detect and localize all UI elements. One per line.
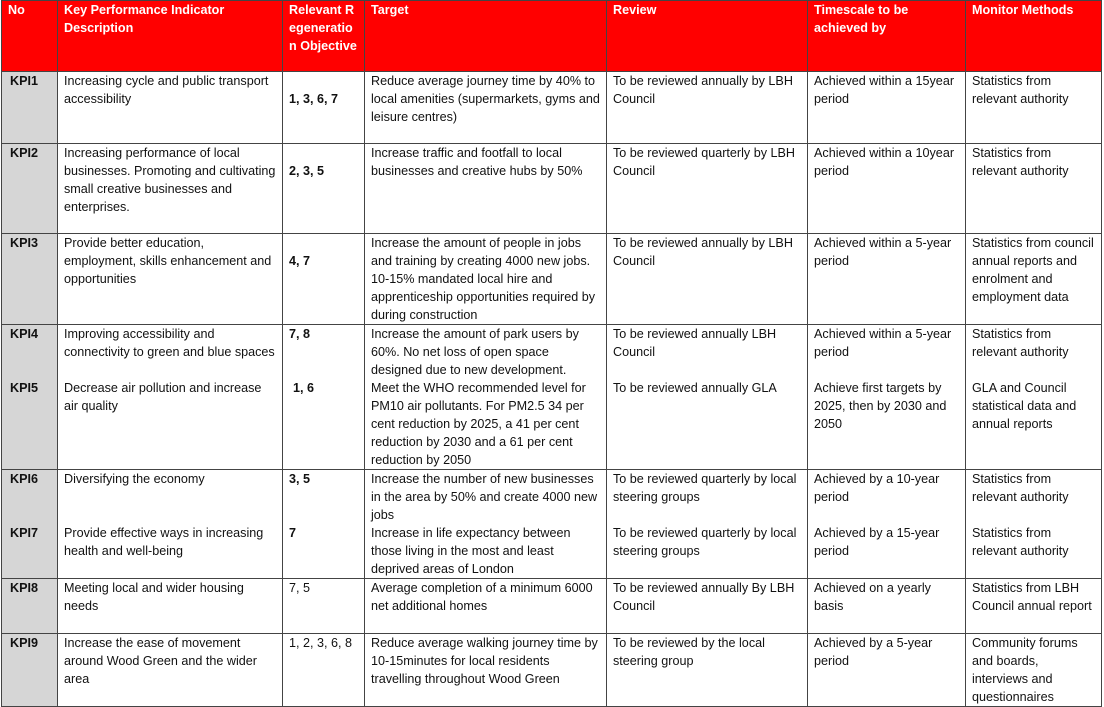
kpi-review: To be reviewed annually By LBH Council	[607, 579, 808, 634]
header-kpi-description: Key Performance Indicator Description	[58, 1, 283, 72]
kpi-description: Increase the ease of movement around Wood Green and the wider area	[58, 634, 283, 707]
table-row	[2, 234, 1102, 325]
kpi-target: Reduce average journey time by 40% to local amenities (supermarkets, gyms and leisure centres)	[365, 72, 607, 144]
kpi-number: KPI4 KPI5	[2, 325, 58, 470]
kpi-description: Increasing cycle and public transport accessibility	[58, 72, 283, 144]
kpi-review: To be reviewed quarterly by local steering groups To be reviewed quarterly by local steering groups	[607, 470, 808, 579]
kpi-monitor: Statistics from relevant authority Statistics from relevant authority	[966, 470, 1102, 579]
kpi-objective: 7, 5	[283, 579, 365, 634]
kpi-number: KPI1	[2, 72, 58, 144]
kpi-review: To be reviewed annually by LBH Council	[607, 72, 808, 144]
kpi-target: Increase traffic and footfall to local businesses and creative hubs by 50%	[365, 144, 607, 234]
kpi-description: Improving accessibility and connectivity to green and blue spaces Decrease air pollution and increase air quality	[58, 325, 283, 470]
kpi-monitor: Statistics from relevant authority GLA and Council statistical data and annual reports	[966, 325, 1102, 470]
kpi-review: To be reviewed quarterly by LBH Council	[607, 144, 808, 234]
kpi-timescale: Achieved by a 10-year period Achieved by a 15-year period	[808, 470, 966, 579]
kpi-monitor: Statistics from relevant authority	[966, 144, 1102, 234]
kpi-number: KPI6 KPI7	[2, 470, 58, 579]
header-review: Review	[607, 1, 808, 72]
kpi-target: Average completion of a minimum 6000 net additional homes	[365, 579, 607, 634]
kpi-number: KPI8	[2, 579, 58, 634]
kpi-description: Diversifying the economy Provide effective ways in increasing health and well-being	[58, 470, 283, 579]
kpi-number: KPI2	[2, 144, 58, 234]
kpi-timescale: Achieved within a 5-year period	[808, 234, 966, 325]
header-row	[2, 1, 1102, 72]
table-row	[2, 634, 1102, 707]
kpi-objective: 1, 2, 3, 6, 8	[283, 634, 365, 707]
kpi-objective: 7, 8 1, 6	[283, 325, 365, 470]
kpi-target: Increase the number of new businesses in the area by 50% and create 4000 new jobs Increase in life expectancy between those living in the most and least deprived areas of London	[365, 470, 607, 579]
kpi-description: Meeting local and wider housing needs	[58, 579, 283, 634]
kpi-objective: 3, 5 7	[283, 470, 365, 579]
kpi-monitor: Statistics from relevant authority	[966, 72, 1102, 144]
kpi-target: Increase the amount of park users by 60%. No net loss of open space designed due to new development. Meet the WHO recommended level for PM10 air pollutants. For PM2.5 34 per cent reduction by 2025, a 41 per cent reduction by 2030 and a 61 per cent reduction by 2050	[365, 325, 607, 470]
header-objective: Relevant Regeneration Objective	[283, 1, 365, 72]
table-row	[2, 325, 1102, 470]
kpi-objective: 4, 7	[283, 234, 365, 325]
kpi-timescale: Achieved within a 10year period	[808, 144, 966, 234]
kpi-objective: 2, 3, 5	[283, 144, 365, 234]
table-row	[2, 144, 1102, 234]
header-target: Target	[365, 1, 607, 72]
header-monitor-methods: Monitor Methods	[966, 1, 1102, 72]
header-timescale: Timescale to be achieved by	[808, 1, 966, 72]
kpi-timescale: Achieved within a 15year period	[808, 72, 966, 144]
header-no: No	[2, 1, 58, 72]
kpi-description: Provide better education, employment, skills enhancement and opportunities	[58, 234, 283, 325]
table-row	[2, 470, 1102, 579]
kpi-table	[1, 0, 1102, 707]
kpi-timescale: Achieved by a 5-year period	[808, 634, 966, 707]
kpi-review: To be reviewed annually LBH Council To be reviewed annually GLA	[607, 325, 808, 470]
table-row	[2, 579, 1102, 634]
kpi-number: KPI3	[2, 234, 58, 325]
kpi-review: To be reviewed by the local steering group	[607, 634, 808, 707]
kpi-monitor: Statistics from LBH Council annual report	[966, 579, 1102, 634]
kpi-objective: 1, 3, 6, 7	[283, 72, 365, 144]
kpi-target: Increase the amount of people in jobs and training by creating 4000 new jobs. 10-15% mandated local hire and apprenticeship opportunities required by during construction	[365, 234, 607, 325]
kpi-target: Reduce average walking journey time by 10-15minutes for local residents travelling throughout Wood Green	[365, 634, 607, 707]
kpi-timescale: Achieved within a 5-year period Achieve first targets by 2025, then by 2030 and 2050	[808, 325, 966, 470]
kpi-monitor: Community forums and boards, interviews and questionnaires	[966, 634, 1102, 707]
kpi-description: Increasing performance of local businesses. Promoting and cultivating small creative businesses and enterprises.	[58, 144, 283, 234]
kpi-number: KPI9	[2, 634, 58, 707]
kpi-monitor: Statistics from council annual reports and enrolment and employment data	[966, 234, 1102, 325]
kpi-timescale: Achieved on a yearly basis	[808, 579, 966, 634]
kpi-review: To be reviewed annually by LBH Council	[607, 234, 808, 325]
table-row	[2, 72, 1102, 144]
